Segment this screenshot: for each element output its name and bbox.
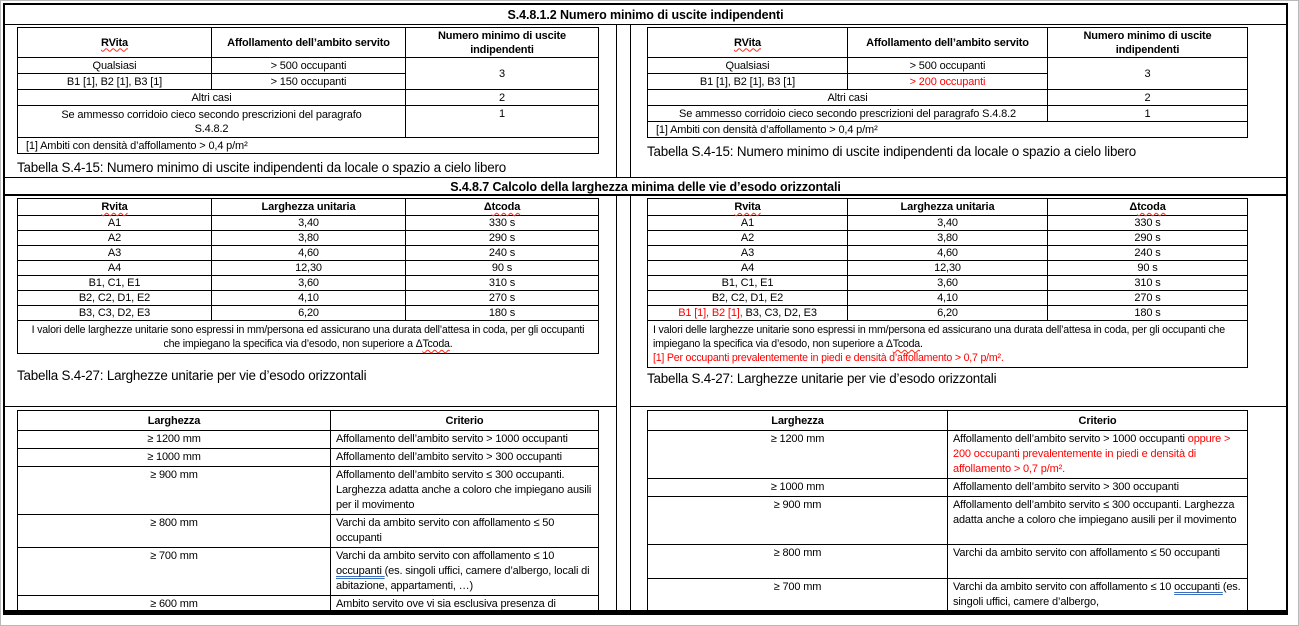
cell: 6,20 <box>848 306 1048 321</box>
table-header-row <box>18 28 599 58</box>
cell: B1, C1, E1 <box>18 276 212 291</box>
top-right-cell <box>630 25 1286 177</box>
cell: 6,20 <box>212 306 406 321</box>
header-cell <box>18 199 212 216</box>
table-row <box>18 216 599 231</box>
cell: Ambito servito ove vi sia esclusiva presenza di <box>331 596 599 611</box>
header-cell <box>1048 199 1248 216</box>
table-row <box>648 579 1248 611</box>
header-cell <box>406 199 599 216</box>
cell: 4,60 <box>212 246 406 261</box>
misspelled-word: Rvita <box>101 201 128 213</box>
cell: A3 <box>648 246 848 261</box>
text-line: Se ammesso corridoio cieco secondo prescrizioni del paragrafo <box>61 108 362 121</box>
text: B3, C3, D2, E3 <box>742 307 817 319</box>
cell: Altri casi <box>18 90 406 106</box>
cell: A1 <box>18 216 212 231</box>
cell: 3 <box>406 58 599 90</box>
table-row <box>648 497 1248 545</box>
cell: 290 s <box>1048 231 1248 246</box>
cell: > 150 occupanti <box>212 74 406 90</box>
misspelled-word: RVita <box>734 36 761 49</box>
table-row <box>648 545 1248 579</box>
edit-red-note: [1] Per occupanti prevalentemente in piedi e densità d’affollamento > 0,7 p/m². <box>653 352 1004 364</box>
cell: 12,30 <box>212 261 406 276</box>
table-row <box>648 90 1248 106</box>
note-cell <box>18 321 599 354</box>
cell: ≥ 1000 mm <box>18 449 331 467</box>
table-row <box>648 306 1248 321</box>
note-cell <box>648 321 1248 368</box>
cell: 270 s <box>1048 291 1248 306</box>
cell: ≥ 700 mm <box>18 548 331 596</box>
table-s415-modified <box>647 27 1248 138</box>
cell: ≥ 1200 mm <box>648 431 948 479</box>
cell: ≥ 600 mm <box>18 596 331 611</box>
table-row <box>18 261 599 276</box>
header-cell: Criterio <box>331 411 599 431</box>
cell: 1 <box>406 106 599 138</box>
note-text: . <box>920 338 923 350</box>
edit-red-text: B1 [1], B2 [1], <box>678 307 743 319</box>
edit-red-text: oppure > 200 occupanti prevalentemente in piedi e densità di affollamento > 0,7 p/m². <box>953 433 1231 475</box>
cell: Affollamento dell’ambito servito > 300 occupanti <box>331 449 599 467</box>
delta-symbol: Δ <box>885 338 893 350</box>
cell: Qualsiasi <box>648 58 848 74</box>
top-tables-row <box>5 25 1286 177</box>
table-header-row <box>18 411 599 431</box>
cell: 3,80 <box>212 231 406 246</box>
cell: 310 s <box>406 276 599 291</box>
cell: Altri casi <box>648 90 1048 106</box>
cell: A1 <box>648 216 848 231</box>
header-cell: Affollamento dell’ambito servito <box>848 28 1048 58</box>
cell: 90 s <box>1048 261 1248 276</box>
cell: Affollamento dell’ambito servito ≤ 300 occupanti. Larghezza adatta anche a coloro che impiegano ausili per il movimento <box>331 467 599 515</box>
table-s415-original <box>17 27 599 154</box>
table-row <box>648 431 1248 479</box>
cell: ≥ 700 mm <box>648 579 948 611</box>
cell: 2 <box>1048 90 1248 106</box>
cell: 270 s <box>406 291 599 306</box>
footnote-cell: [1] Ambiti con densità d’affollamento > 0,4 p/m² <box>18 138 599 154</box>
table-row <box>18 58 599 74</box>
cell: ≥ 900 mm <box>18 467 331 515</box>
note-text: . <box>449 338 453 350</box>
cell: 310 s <box>1048 276 1248 291</box>
text: Varchi da ambito servito con affollamento ≤ 10 <box>336 550 555 562</box>
cell: A4 <box>648 261 848 276</box>
cell: 3,60 <box>848 276 1048 291</box>
note-row <box>18 321 599 354</box>
window-cut-divider <box>5 610 1286 615</box>
misspelled-word: tcoda <box>491 201 521 213</box>
cell: 240 s <box>1048 246 1248 261</box>
cell: ≥ 800 mm <box>18 515 331 548</box>
table-caption: Tabella S.4-27: Larghezze unitarie per vie d’esodo orizzontali <box>17 368 367 383</box>
header-cell: Larghezza <box>18 411 331 431</box>
table-header-row <box>648 28 1248 58</box>
header-cell: Larghezza <box>648 411 948 431</box>
grammar-flagged-word: occupanti <box>1174 581 1223 593</box>
header-cell <box>18 28 212 58</box>
cell: 4,10 <box>848 291 1048 306</box>
cell: 4,10 <box>212 291 406 306</box>
cell: B2, C2, D1, E2 <box>648 291 848 306</box>
header-cell: Criterio <box>948 411 1248 431</box>
column-gap-divider <box>617 25 630 177</box>
misspelled-word: Rvita <box>734 201 761 213</box>
cell: B1 [1], B2 [1], B3 [1] <box>648 74 848 90</box>
cell <box>948 579 1248 611</box>
table-row <box>18 449 599 467</box>
header-cell: Larghezza unitaria <box>848 199 1048 216</box>
text: (es. singoli uffici, camere d’albergo, <box>953 581 1241 608</box>
table-row <box>18 596 599 611</box>
cell: B1, C1, E1 <box>648 276 848 291</box>
top-left-cell <box>5 25 617 177</box>
cell: Qualsiasi <box>18 58 212 74</box>
text: (es. singoli uffici, camere d’albergo, locali di abitazione, appartamenti, …) <box>336 565 590 592</box>
table-criteri-original <box>17 410 599 610</box>
middle-tables-row <box>5 196 1286 407</box>
note-text: I valori delle larghezze unitarie sono espressi in mm/persona ed assicurano una durata dell’attesa in coda, per gli occupanti che impiegano la specifica via d’esodo, non superiore a <box>31 324 585 350</box>
cell: B1 [1], B2 [1], B3 [1] <box>18 74 212 90</box>
table-row <box>18 291 599 306</box>
section-title-s4812: S.4.8.1.2 Numero minimo di uscite indipendenti <box>5 5 1286 25</box>
table-criteri-modified <box>647 410 1248 610</box>
table-header-row <box>648 411 1248 431</box>
cell: Varchi da ambito servito con affollamento ≤ 50 occupanti <box>948 545 1248 579</box>
cell: 3,40 <box>848 216 1048 231</box>
table-row <box>18 106 599 138</box>
cell: 3 <box>1048 58 1248 90</box>
header-cell <box>648 28 848 58</box>
header-cell: Larghezza unitaria <box>212 199 406 216</box>
table-s427-original <box>17 198 599 354</box>
column-gap-divider <box>617 196 630 407</box>
table-row <box>18 515 599 548</box>
delta-symbol: Δ <box>1129 201 1138 213</box>
delta-symbol: Δ <box>483 201 492 213</box>
cell: A3 <box>18 246 212 261</box>
misspelled-word: tcoda <box>1137 201 1166 213</box>
edited-cell: > 200 occupanti <box>848 74 1048 90</box>
table-caption: Tabella S.4-15: Numero minimo di uscite indipendenti da locale o spazio a cielo libero <box>17 160 506 175</box>
cell <box>331 548 599 596</box>
table-s427-modified <box>647 198 1248 368</box>
cell: > 500 occupanti <box>212 58 406 74</box>
cell: 3,80 <box>848 231 1048 246</box>
footnote-row <box>18 138 599 154</box>
table-row <box>18 467 599 515</box>
cell: 1 <box>1048 106 1248 122</box>
text: Varchi da ambito servito con affollamento ≤ 10 <box>953 581 1175 593</box>
table-row <box>648 58 1248 74</box>
cell: 330 s <box>1048 216 1248 231</box>
header-cell <box>648 199 848 216</box>
cell: A2 <box>648 231 848 246</box>
table-row <box>648 106 1248 122</box>
table-row <box>648 216 1248 231</box>
cell: 240 s <box>406 246 599 261</box>
middle-right-cell <box>630 196 1286 407</box>
table-row <box>18 548 599 596</box>
delta-symbol: Δ <box>415 338 423 350</box>
document-frame <box>3 3 1288 615</box>
cell: B2, C2, D1, E2 <box>18 291 212 306</box>
column-gap-divider <box>617 407 630 610</box>
table-row <box>648 261 1248 276</box>
cell: 3,60 <box>212 276 406 291</box>
cell: ≥ 900 mm <box>648 497 948 545</box>
cell: 330 s <box>406 216 599 231</box>
cell: ≥ 1200 mm <box>18 431 331 449</box>
header-cell: Numero minimo di uscite indipendenti <box>406 28 599 58</box>
cell: 180 s <box>1048 306 1248 321</box>
cell: 3,40 <box>212 216 406 231</box>
table-row <box>648 479 1248 497</box>
cell: Se ammesso corridoio cieco secondo prescrizioni del paragrafo S.4.8.2 <box>648 106 1048 122</box>
cell: 4,60 <box>848 246 1048 261</box>
text-line: S.4.8.2 <box>194 122 229 135</box>
misspelled-word: Tcoda <box>422 338 450 350</box>
table-row <box>18 276 599 291</box>
cell: Affollamento dell’ambito servito > 300 occupanti <box>948 479 1248 497</box>
note-text: I valori delle larghezze unitarie sono espressi in mm/persona ed assicurano una durata dell’attesa in coda, per gli occupanti che impiegano la specifica via d’esodo, non superiore a <box>653 324 1225 350</box>
bottom-right-cell <box>630 407 1286 610</box>
cell: 12,30 <box>848 261 1048 276</box>
cell: A2 <box>18 231 212 246</box>
cell <box>18 106 406 138</box>
middle-left-cell <box>5 196 617 407</box>
table-row <box>648 246 1248 261</box>
edited-cell <box>648 306 848 321</box>
header-cell: Affollamento dell’ambito servito <box>212 28 406 58</box>
cell: ≥ 800 mm <box>648 545 948 579</box>
cell: ≥ 1000 mm <box>648 479 948 497</box>
table-row <box>648 276 1248 291</box>
cell: 180 s <box>406 306 599 321</box>
table-row <box>18 306 599 321</box>
bottom-tables-row <box>5 407 1286 610</box>
header-cell: Numero minimo di uscite indipendenti <box>1048 28 1248 58</box>
table-row <box>18 246 599 261</box>
misspelled-word: Tcoda <box>892 338 920 350</box>
table-row <box>648 231 1248 246</box>
footnote-cell: [1] Ambiti con densità d’affollamento > 0,4 p/m² <box>648 122 1248 138</box>
cell: Affollamento dell’ambito servito ≤ 300 occupanti. Larghezza adatta anche a coloro che impiegano ausili per il movimento <box>948 497 1248 545</box>
cell: > 500 occupanti <box>848 58 1048 74</box>
cell: 90 s <box>406 261 599 276</box>
note-row <box>648 321 1248 368</box>
cell: 2 <box>406 90 599 106</box>
section-title-s487: S.4.8.7 Calcolo della larghezza minima delle vie d’esodo orizzontali <box>5 177 1286 196</box>
misspelled-word: RVita <box>101 36 128 49</box>
cell: A4 <box>18 261 212 276</box>
table-row <box>18 231 599 246</box>
edited-cell <box>948 431 1248 479</box>
bottom-left-cell <box>5 407 617 610</box>
table-caption: Tabella S.4-27: Larghezze unitarie per vie d’esodo orizzontali <box>647 371 997 386</box>
footnote-row <box>648 122 1248 138</box>
table-row <box>18 431 599 449</box>
table-caption: Tabella S.4-15: Numero minimo di uscite indipendenti da locale o spazio a cielo libero <box>647 144 1136 159</box>
cell: Affollamento dell’ambito servito > 1000 occupanti <box>331 431 599 449</box>
cell: B3, C3, D2, E3 <box>18 306 212 321</box>
text: Affollamento dell’ambito servito > 1000 occupanti <box>953 433 1185 445</box>
grammar-flagged-word: occupanti <box>336 565 385 577</box>
cell: 290 s <box>406 231 599 246</box>
table-row <box>18 90 599 106</box>
table-row <box>648 291 1248 306</box>
cell: Varchi da ambito servito con affollamento ≤ 50 occupanti <box>331 515 599 548</box>
table-header-row <box>18 199 599 216</box>
table-header-row <box>648 199 1248 216</box>
